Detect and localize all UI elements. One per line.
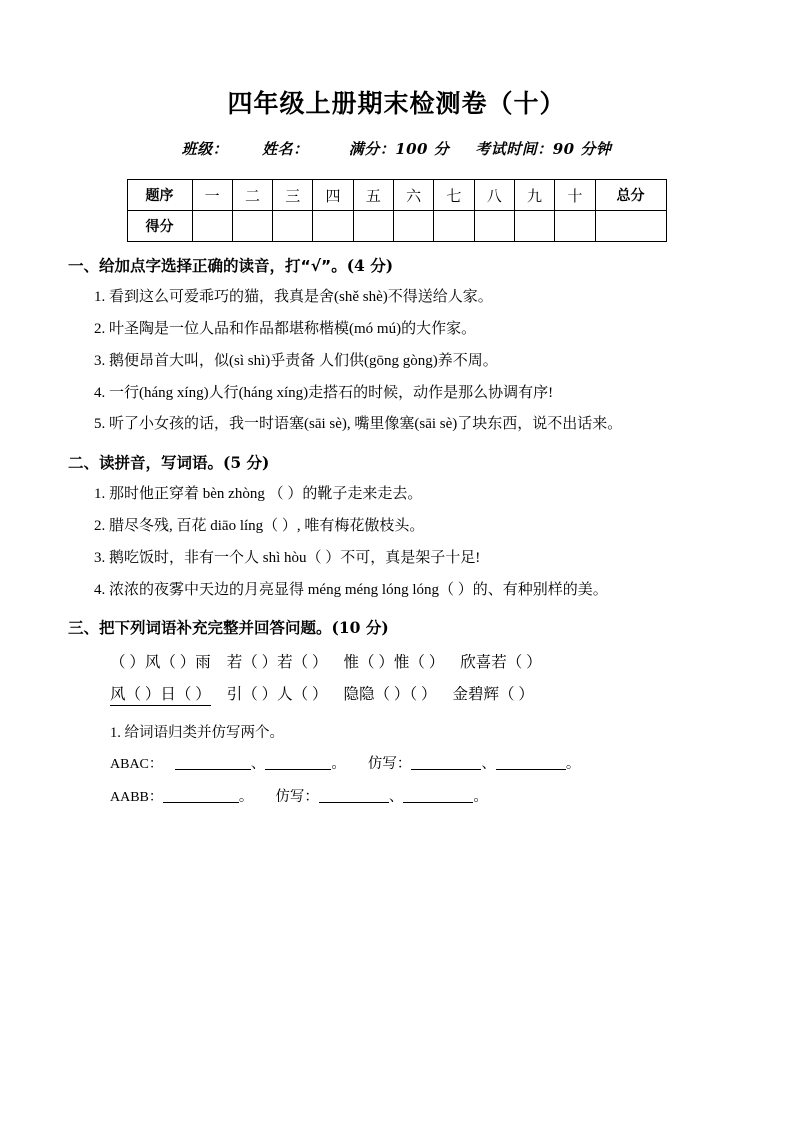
total-score-cell[interactable]	[595, 211, 666, 242]
idiom-1-3[interactable]: 惟（ ）惟（ ）	[343, 653, 445, 671]
section-points-2: (5 分)	[223, 453, 270, 472]
question-1-1: 1. 看到这么可爱乖巧的猫，我真是舍(shě shè)不得送给人家。	[94, 289, 493, 306]
section-points-3: (10 分)	[331, 618, 389, 638]
exam-duration-label: 考试时间：90 分钟	[475, 140, 612, 158]
score-cell-9[interactable]	[514, 211, 554, 242]
abac-blank-1[interactable]	[175, 755, 251, 770]
question-number-10: 十	[555, 180, 595, 211]
score-cell-5[interactable]	[353, 211, 393, 242]
section-heading-3	[68, 616, 731, 640]
aabb-blank-1[interactable]	[163, 788, 239, 803]
aabb-end-punct: 。	[238, 789, 254, 806]
idiom-2-3[interactable]: 隐隐（ ）（ ）	[343, 686, 437, 704]
score-cell-7[interactable]	[434, 211, 474, 242]
idiom-2-1[interactable]: 风（ ）日（ ）	[110, 686, 211, 706]
exam-content	[0, 254, 793, 815]
idiom-2-2[interactable]: 引（ ）人（ ）	[226, 686, 328, 704]
section-heading-3-text: 三、把下列词语补充完整并回答问题。	[68, 619, 332, 638]
sub-question-3-1: 1. 给词语归类并仿写两个。	[110, 724, 284, 741]
question-1-3: 3. 鹅便昂首大叫，似(sì shì)乎责备 人们供(gōng gòng)养不周。	[94, 352, 498, 369]
full-score-label: 满分：100 分	[348, 140, 450, 158]
idiom-1-1[interactable]: （ ）风（ ）雨	[110, 653, 211, 671]
total-score-header: 总分	[595, 180, 666, 211]
idiom-2-4[interactable]: 金碧辉（ ）	[452, 686, 534, 704]
abac-imitate-mid: 、	[481, 756, 496, 773]
idiom-1-2[interactable]: 若（ ）若（ ）	[226, 653, 328, 671]
question-number-9: 九	[514, 180, 554, 211]
aabb-label: AABB：	[110, 790, 163, 806]
exam-meta-line	[0, 120, 793, 159]
abac-blank-2[interactable]	[265, 755, 331, 770]
student-name-label: 姓名：	[262, 140, 309, 158]
aabb-imitate-blank-1[interactable]	[319, 788, 389, 803]
table-row-question-numbers	[127, 180, 666, 211]
question-number-2: 二	[232, 180, 272, 211]
aabb-imitate-mid: 、	[388, 789, 404, 806]
idiom-1-4[interactable]: 欣喜若（ ）	[460, 653, 542, 671]
score-cell-10[interactable]	[555, 211, 595, 242]
abac-imitate-end: 。	[565, 756, 581, 773]
score-table	[127, 179, 667, 242]
question-number-5: 五	[353, 180, 393, 211]
section-heading-1-text: 一、给加点字选择正确的读音，打“√”。	[68, 257, 347, 275]
classify-row-abac	[68, 748, 731, 781]
question-number-header: 题序	[127, 180, 192, 211]
idiom-row-1	[68, 647, 731, 680]
score-cell-6[interactable]	[393, 211, 433, 242]
score-cell-3[interactable]	[273, 211, 313, 242]
classify-row-aabb	[68, 781, 731, 814]
abac-imitate-blank-1[interactable]	[411, 755, 481, 770]
score-cell-2[interactable]	[232, 211, 272, 242]
aabb-imitate-label: 仿写：	[275, 789, 319, 806]
abac-mid-punct: 、	[250, 756, 266, 773]
question-number-1: 一	[192, 180, 232, 211]
aabb-imitate-end: 。	[473, 789, 488, 806]
question-number-8: 八	[474, 180, 514, 211]
question-1-5: 5. 听了小女孩的话，我一时语塞(sāi sè), 嘴里像塞(sāi sè)了块东西，说不出话来。	[94, 416, 623, 433]
abac-imitate-label: 仿写：	[367, 756, 412, 773]
score-row-header: 得分	[127, 211, 192, 242]
table-row-scores	[127, 211, 666, 242]
question-2-1: 1. 那时他正穿着 bèn zhòng （ ）的靴子走来走去。	[94, 486, 423, 503]
question-number-4: 四	[313, 180, 353, 211]
score-cell-4[interactable]	[313, 211, 353, 242]
question-2-4: 4. 浓浓的夜雾中天边的月亮显得 méng méng lóng lóng（ ）的、有种别样的美。	[94, 581, 608, 598]
page-title: 四年级上册期末检测卷（十）	[227, 89, 566, 118]
question-number-3: 三	[273, 180, 313, 211]
score-cell-8[interactable]	[474, 211, 514, 242]
question-1-2: 2. 叶圣陶是一位人品和作品都堪称楷模(mó mú)的大作家。	[94, 321, 477, 337]
score-table-wrapper	[127, 179, 667, 242]
idiom-row-2	[68, 679, 731, 712]
section-heading-1	[68, 254, 731, 278]
class-label: 班级：	[181, 140, 229, 158]
section-heading-2-text: 二、读拼音，写词语。	[68, 454, 224, 472]
abac-end-punct: 。	[331, 756, 346, 773]
score-cell-1[interactable]	[192, 211, 232, 242]
abac-label: ABAC：	[110, 757, 163, 773]
section-points-1: (4 分)	[346, 256, 394, 275]
question-2-3: 3. 鹅吃饭时，非有一个人 shì hòu（ ）不可，真是架子十足!	[94, 549, 481, 566]
question-2-2: 2. 腊尽冬残, 百花 diāo líng（ ）, 唯有梅花傲枝头。	[94, 518, 425, 534]
question-1-4: 4. 一行(háng xíng)人行(háng xíng)走搭石的时候，动作是那么协调有序!	[94, 384, 554, 401]
section-heading-2	[68, 451, 731, 475]
question-number-7: 七	[434, 180, 474, 211]
aabb-imitate-blank-2[interactable]	[403, 788, 473, 803]
question-number-6: 六	[393, 180, 433, 211]
abac-imitate-blank-2[interactable]	[496, 755, 566, 770]
